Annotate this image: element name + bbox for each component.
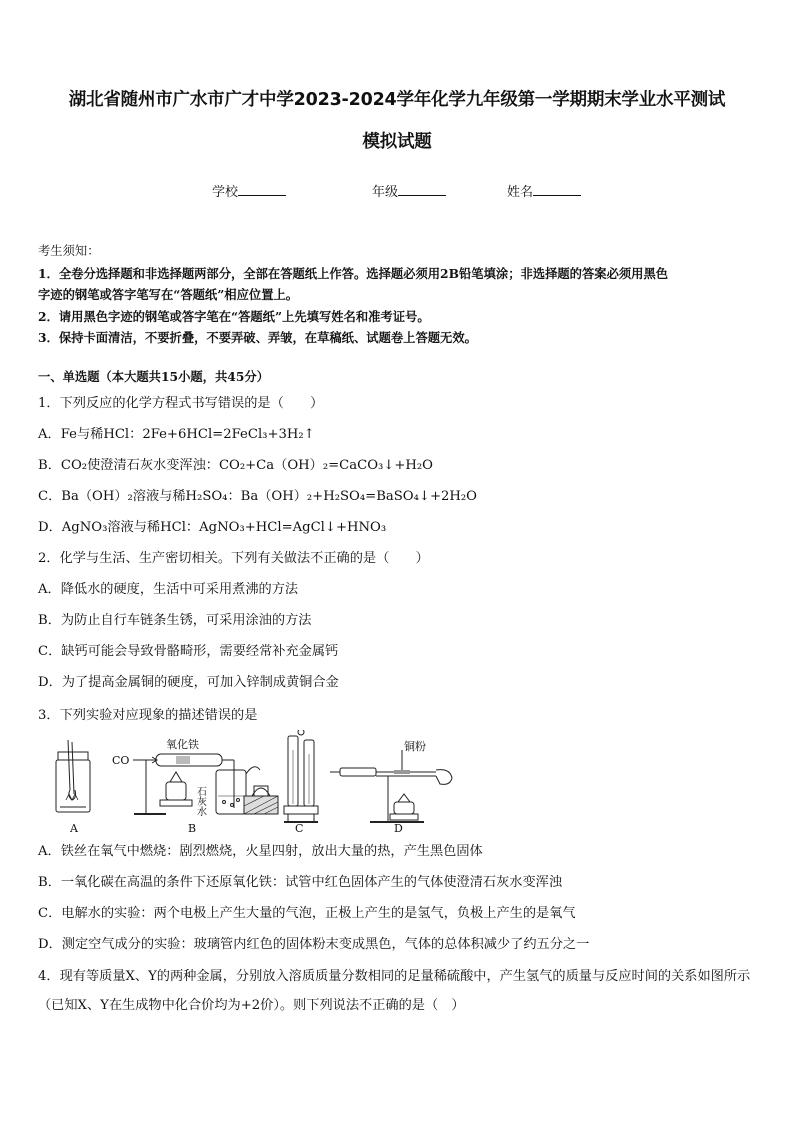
section-heading: 一、单选题（本大题共15小题，共45分） [38, 369, 269, 384]
option-a[interactable]: A．Fe与稀HCl：2Fe+6HCl=2FeCl₃+3H₂↑ [38, 427, 315, 442]
option-b[interactable]: B．为防止自行车链条生锈，可采用涂油的方法 [38, 613, 312, 628]
school-field[interactable] [212, 181, 286, 200]
apparatus-a-icon [56, 740, 90, 812]
question-stem: 3．下列实验对应现象的描述错误的是 [38, 708, 258, 723]
notice-item: 2．请用黑色字迹的钢笔或答字笔在“答题纸”上先填写姓名和准考证号。 [38, 308, 430, 324]
page-title: 湖北省随州市广水市广才中学2023-2024学年化学九年级第一学期期末学业水平测试 [68, 90, 726, 110]
limewater-label: 石灰水 [194, 786, 206, 816]
notice-heading: 考生须知： [38, 244, 100, 258]
apparatus-c-icon [284, 730, 318, 822]
option-d[interactable]: D．测定空气成分的实验：玻璃管内红色的固体粉末变成黑色，气体的总体积减少了约五分之一 [38, 937, 590, 952]
figure-label-a: A [70, 822, 78, 835]
question-stem: 2．化学与生活、生产密切相关。下列有关做法不正确的是（ ） [38, 551, 429, 566]
notice-item: 1．全卷分选择题和非选择题两部分，全部在答题纸上作答。选择题必须用2B铅笔填涂；非选择题的答案必须用黑色 [38, 265, 669, 281]
copper-powder-label: 铜粉 [404, 740, 426, 753]
notice-item: 3．保持卡面清洁，不要折叠，不要弄破、弄皱，在草稿纸、试题卷上答题无效。 [38, 330, 477, 345]
exam-notice [38, 241, 758, 349]
school-blank[interactable] [238, 183, 286, 196]
figure-label-b: B [188, 822, 197, 835]
school-label: 学校 [212, 185, 239, 200]
option-b[interactable]: B．一氧化碳在高温的条件下还原氧化铁：试管中红色固体产生的气体使澄清石灰水变浑浊 [38, 875, 562, 890]
page-subtitle: 模拟试题 [362, 132, 432, 152]
question-stem: 4．现有等质量X、Y的两种金属，分别放入溶质质量分数相同的足量稀硫酸中，产生氢气的质量与反应时间的关系如图所示（已知X、Y在生成物中化合价均为+2价）。则下列说法不正确的是（ ） [38, 969, 751, 1013]
option-c[interactable]: C．Ba（OH）₂溶液与稀H₂SO₄：Ba（OH）₂+H₂SO₄=BaSO₄↓+2H₂O [38, 489, 477, 504]
notice-item: 字迹的钢笔或答字笔写在“答题纸”相应位置上。 [38, 287, 299, 302]
name-label: 姓名 [507, 185, 534, 200]
name-blank[interactable] [533, 183, 581, 196]
option-a[interactable]: A．降低水的硬度，生活中可采用煮沸的方法 [38, 582, 299, 597]
option-d[interactable]: D．AgNO₃溶液与稀HCl：AgNO₃+HCl=AgCl↓+HNO₃ [38, 520, 387, 535]
question-3 [38, 700, 760, 731]
experiment-figure [48, 730, 468, 838]
option-c[interactable]: C．缺钙可能会导致骨骼畸形，需要经常补充金属钙 [38, 644, 339, 659]
question-3-options [38, 836, 760, 960]
name-field[interactable] [507, 181, 581, 200]
student-info-fields [0, 181, 794, 201]
question-stem: 1．下列反应的化学方程式书写错误的是（ ） [38, 396, 324, 411]
option-a[interactable]: A．铁丝在氧气中燃烧：剧烈燃烧，火星四射，放出大量的热，产生黑色固体 [38, 844, 483, 859]
question-4 [38, 962, 760, 1020]
apparatus-b-icon [133, 754, 278, 814]
grade-field[interactable] [372, 181, 446, 200]
grade-blank[interactable] [398, 183, 446, 196]
figure-label-d: D [394, 822, 403, 835]
option-c[interactable]: C．电解水的实验：两个电极上产生大量的气泡，正极上产生的是氢气，负极上产生的是氧气 [38, 906, 576, 921]
option-d[interactable]: D．为了提高金属铜的硬度，可加入锌制成黄铜合金 [38, 675, 339, 690]
figure-label-c: C [295, 822, 304, 835]
grade-label: 年级 [372, 185, 399, 200]
iron-oxide-label: 氧化铁 [166, 738, 199, 751]
question-1 [38, 388, 760, 543]
apparatus-d-icon [330, 750, 452, 822]
co-label: CO [112, 754, 130, 767]
question-2 [38, 543, 760, 698]
option-b[interactable]: B．CO₂使澄清石灰水变浑浊：CO₂+Ca（OH）₂=CaCO₃↓+H₂O [38, 458, 433, 473]
